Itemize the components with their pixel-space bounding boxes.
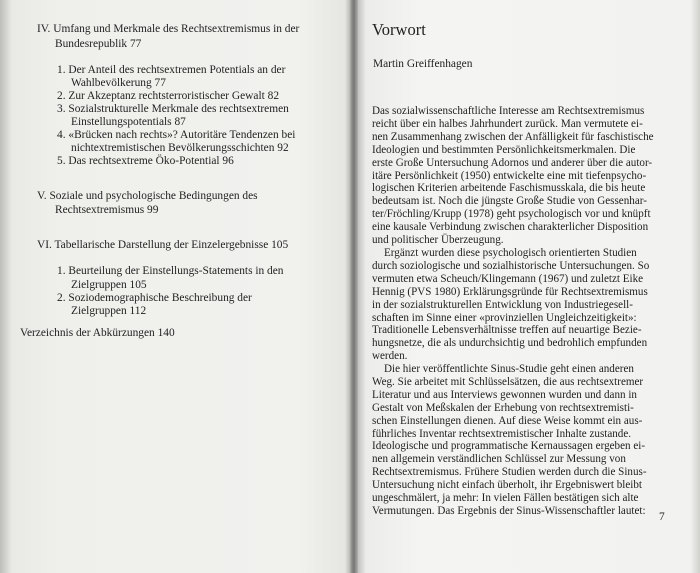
toc-abbreviations: Verzeichnis der Abkürzungen 140 [20,327,175,339]
page-number: 7 [659,511,665,523]
text-line: ungeschmälert, ja mehr: In vielen Fällen bestätigen sich alte [372,492,639,505]
toc-item: 2. Zur Akzeptanz rechtsterroristischer Gewalt 82 [57,90,280,102]
toc-item: nichtextremistischen Bevölkerungsschichten 92 [71,142,289,154]
toc-item: 1. Beurteilung der Einstellungs-Statements in den [57,265,284,277]
text-line: Untersuchung nicht einfach überholt, ihr Ergebniswert bleibt [372,479,642,492]
text-line: Ergänzt wurden diese psychologisch orientierten Studien [384,247,637,259]
toc-item: 1. Der Anteil des rechtsextremen Potentials an der [57,64,286,76]
toc-item: 4. «Brücken nach rechts»? Autoritäre Tendenzen bei [57,129,296,141]
text-line: in der sozialstrukturellen Entwicklung von Industriegesell- [372,298,633,311]
right-page-foreword [356,0,700,573]
text-line: bedeutsam ist. Noch die jüngste Große Studie von Gessenhar- [372,195,647,208]
toc-section-v-title: V. Soziale und psychologische Bedingungen des [37,190,258,202]
text-line: vermuten etwa Scheuch/Klingemann (1967) und zuletzt Eike [372,272,644,285]
text-line: itäre Persönlichkeit (1950) entwickelte eine mit tiefenpsycho- [372,169,647,182]
toc-item: 3. Sozialstrukturelle Merkmale des rechtsextremen [57,103,289,115]
body-paragraph-1 [372,105,694,247]
toc-item: 2. Soziodemographische Beschreibung der [57,292,252,304]
text-line: hungsnetze, die als undurchsichtig und bedrohlich empfunden [372,337,648,350]
text-line: Weg. Sie arbeitet mit Schlüsselsätzen, die aus rechtsextremer [372,375,644,388]
text-line: reicht über ein halbes Jahrhundert zurück. Man vermutete ei- [372,117,643,130]
text-line: und politischer Überzeugung. [372,234,504,247]
toc-section-iv-title-cont: Bundesrepublik 77 [55,38,142,50]
text-line: Traditionelle Lebensverhältnisse treffen auf neuartige Bezie- [372,324,642,337]
toc-item: Wahlbevölkerung 77 [71,77,166,89]
toc-item: Zielgruppen 105 [71,279,147,291]
text-line: erste Große Untersuchung Adornos und anderer über die autor- [372,156,653,169]
text-line: Literatur und aus Interviews gewonnen wurden und dann in [372,388,637,401]
text-line: Das sozialwissenschaftliche Interesse am Rechtsextremismus [372,105,645,117]
body-paragraph-3 [372,363,694,518]
text-line: durch soziologische und sozialhistorische Untersuchungen. So [372,259,650,272]
text-line: Gestalt von Meßskalen der Erhebung von rechtsextremisti- [372,401,634,414]
text-line: führliches Inventar rechtsextremistischer Inhalte zustande. [372,427,632,440]
text-line: Hennig (PVS 1980) Erklärungsgründe für Rechtsextremismus [372,285,648,298]
text-line: logischen Kriterien arbeitende Faschismusskala, die bis heute [372,182,646,195]
toc-item: 5. Das rechtsextreme Öko-Potential 96 [57,155,234,167]
text-line: Rechtsextremismus. Frühere Studien werden durch die Sinus- [372,466,647,479]
text-line: schaften im Sinne einer «provinziellen Ungleichzeitigkeit»: [372,311,637,324]
text-line: nen Zusammenhang zwischen der Anfälligkeit für faschistische [372,130,654,143]
text-line: ter/Fröchling/Krupp (1978) geht psychologisch vor und knüpft [372,208,651,221]
toc-item: Zielgruppen 112 [71,305,147,317]
toc-section-v-title-cont: Rechtsextremismus 99 [55,204,159,216]
text-line: nen allgemein verständlichen Schlüssel zur Messung von [372,453,626,466]
chapter-title: Vorwort [372,20,426,39]
toc-section-vi-title: VI. Tabellarische Darstellung der Einzelergebnisse 105 [37,239,289,251]
text-line: eine kausale Verbindung zwischen charakterlicher Disposition [372,221,649,234]
text-line: Ideologien und bestimmten Persönlichkeitsmerkmalen. Die [372,143,636,156]
text-line: werden. [372,350,408,363]
text-line: Die hier veröffentlichte Sinus-Studie geht einen anderen [384,363,634,375]
body-paragraph-2 [372,247,694,363]
author-name: Martin Greiffenhagen [373,58,473,70]
text-line: schen Einstellungen dienen. Auf diese Weise kommt ein aus- [372,414,643,427]
text-line: Vermutungen. Das Ergebnis der Sinus-Wissenschaftler lautet: [372,504,646,517]
toc-section-iv-title: IV. Umfang und Merkmale des Rechtsextremismus in der [37,23,300,35]
text-line: Ideologische und programmatische Kernaussagen ergeben ei- [372,440,646,453]
toc-item: Einstellungspotentials 87 [71,116,186,128]
